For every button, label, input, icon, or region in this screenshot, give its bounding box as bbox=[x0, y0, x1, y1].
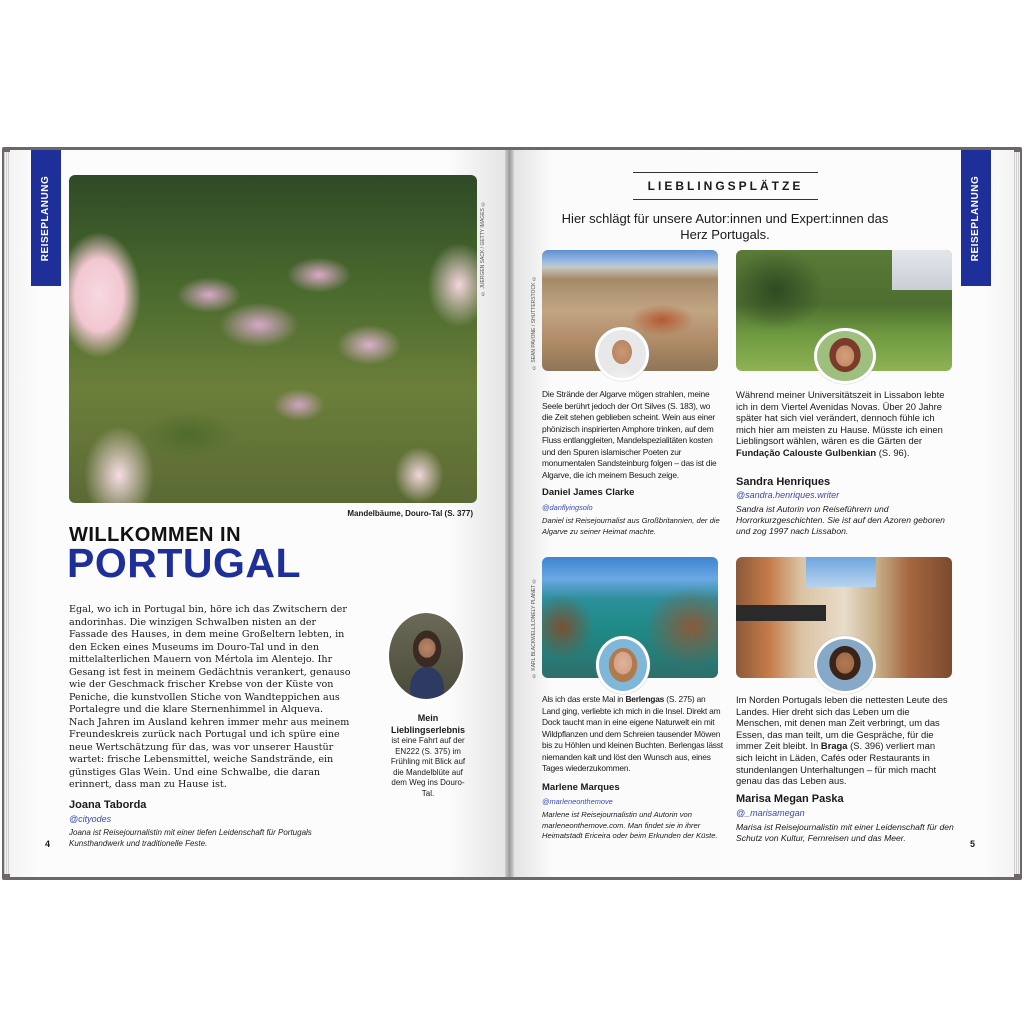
daniel-text: Die Strände der Algarve mögen strahlen, meine Seele berührt jedoch der Ort Silves (S. 183), wo die Zeit stehen geblieben scheint. Wein aus einer phönizisch inspirierten Amphore trinken, auf dem Fluss entlanggleiten, Mandelspezialitäten kosten und den Spuren islamischer Poeten zur monumentalen Sandsteinburg folgen – das ist die Algarve, die ich meinem Besuch zeige. bbox=[542, 389, 717, 480]
headline-small: WILLKOMMEN IN bbox=[69, 524, 242, 546]
favorite-text: ist eine Fahrt auf der EN222 (S. 375) im Frühling mit Blick auf die Mandelblüte auf dem Weg ins Douro-Tal. bbox=[390, 736, 466, 798]
marlene-place: Berlengas bbox=[625, 694, 665, 704]
intro-paragraph-1: Egal, wo ich in Portugal bin, höre ich das Zwitschern der andorinhas. Die winzigen Schwalben nisten an der Fassade des Hauses, in dem meine Großeltern lebten, in den Ecken eines Museums im Douro-Tal und in den mittelalterlichen Mauern von Mértola im Alentejo. Ihr Gesang ist fest in meinem Gedächtnis verankert, genauso wie der Geschmack frischer Krebse von der Küste von Peniche, die kunstvollen Stiche von Wandteppichen aus Portalegre und die klare Sternenhimmel in Alqueva. bbox=[69, 604, 351, 715]
side-tab-label: REISEPLANUNG bbox=[970, 175, 982, 261]
portrait-daniel bbox=[595, 327, 649, 381]
favorite-experience bbox=[386, 713, 470, 799]
sandra-bio: Sandra ist Autorin von Reiseführern und Horrorkurzgeschichten. Sie ist auf den Azoren geboren und zog 1997 nach Lissabon. bbox=[736, 504, 945, 536]
author-portrait bbox=[387, 611, 465, 701]
portrait-sandra bbox=[814, 328, 876, 384]
author-bio: Joana ist Reisejournalistin mit einer tiefen Leidenschaft für Portugals Kunsthandwerk und traditionelle Feste. bbox=[69, 828, 312, 848]
hero-photo-almond-trees bbox=[69, 175, 477, 503]
side-tab-right bbox=[961, 150, 991, 286]
page-number-left: 4 bbox=[45, 839, 51, 849]
marlene-bio: Marlene ist Reisejournalistin und Autorin von marleneonthemove.com. Man findet sie in ihrer Heimatstadt Ericeira oder beim Erkunden der Küste. bbox=[542, 810, 718, 840]
marisa-text: Im Norden Portugals leben die nettesten Leute des Landes. Hier dreht sich das Leben um die Menschen, mit denen man Zeit verbringt, um das Essen, das man teilt, um die Gespräche, für die immer Zeit bleibt. In Braga (S. 396) verliert man sich leicht in Läden, Cafés oder Restaurants in stundenlangen Unterhaltungen – für mich macht genau das das Leben aus. bbox=[736, 694, 948, 787]
sandra-place: Fundação Calouste Gulbenkian bbox=[736, 446, 877, 458]
marlene-handle: @marleneonthemove bbox=[542, 797, 613, 806]
book-spine bbox=[505, 150, 514, 877]
section-subtitle: Hier schlägt für unsere Autor:innen und Expert:innen das Herz Portugals. bbox=[561, 211, 889, 242]
side-tab-left bbox=[31, 150, 61, 286]
sandra-name: Sandra Henriques bbox=[736, 476, 831, 488]
marisa-handle: @_marisamegan bbox=[736, 808, 805, 818]
marlene-name: Marlene Marques bbox=[542, 782, 620, 793]
author-handle: @cityodes bbox=[69, 814, 112, 824]
favorite-heading: Mein Lieblingserlebnis bbox=[390, 713, 466, 735]
daniel-bio: Daniel ist Reisejournalist aus Großbritannien, der die Algarve zu seiner Heimat machte. bbox=[542, 516, 720, 536]
headline-big: PORTUGAL bbox=[67, 540, 302, 586]
photo-credit: © JUERGEN SACK / GETTY IMAGES © bbox=[480, 200, 486, 296]
daniel-name: Daniel James Clarke bbox=[542, 487, 635, 498]
side-tab-label: REISEPLANUNG bbox=[40, 175, 52, 261]
marisa-bio: Marisa ist Reisejournalistin mit einer Leidenschaft für den Schutz von Kultur, Fernreisen und das Meer. bbox=[736, 822, 954, 843]
sandra-text: Während meiner Universitätszeit in Lissabon lebte ich in dem Viertel Avenidas Novas. Über 20 Jahre später hat sich viel verändert, dennoch fühle ich mich hier am meisten zu Hause. Müsste ich einen Lieblingsort wählen, wären es die Gärten der Fundação Calouste Gulbenkian (S. 96). bbox=[736, 389, 945, 458]
marlene-text: Als ich das erste Mal in Berlengas (S. 275) an Land ging, verliebte ich mich in die Insel. Direkt am Dock taucht man in eine eigene Naturwelt ein mit Wildpflanzen und dem Schreien tausender Möwen bis zu Höhlen und kleinen Buchten. Berlengas lässt niemanden kalt und löst den Wunsch aus, eines Tages wiederzukommen. bbox=[542, 694, 723, 773]
photo-credit: © KARL BLACKWELL/LONELY PLANET © bbox=[531, 577, 537, 678]
marisa-place: Braga bbox=[820, 740, 848, 752]
author-name: Joana Taborda bbox=[69, 799, 147, 811]
intro-paragraph-2: Nach Jahren im Ausland kehren immer mehr aus meinem Freundeskreis zurück nach Portugal und ich spüre eine neue Wertschätzung für das, was vor unserer Haustür wartet: frische Lebensmittel, weiche Sandstrände, ein günstiges Glas Wein. Und eine Schwalbe, die daran erinnert, dass man zu Hause ist. bbox=[69, 716, 350, 790]
page-number-right: 5 bbox=[970, 839, 976, 849]
hero-caption: Mandelbäume, Douro-Tal (S. 377) bbox=[347, 509, 473, 518]
page-edges-right bbox=[1014, 152, 1020, 874]
intro-text bbox=[69, 604, 357, 792]
section-title: LIEBLINGSPLÄTZE bbox=[633, 172, 818, 200]
photo-credit: © SEAN PAVONE / SHUTTERSTOCK © bbox=[531, 275, 537, 370]
daniel-handle: @danflyingsolo bbox=[542, 503, 593, 512]
marisa-name: Marisa Megan Paska bbox=[736, 793, 844, 805]
sandra-handle: @sandra.henriques.writer bbox=[736, 490, 840, 500]
portrait-marlene bbox=[596, 636, 650, 694]
portrait-marisa bbox=[814, 636, 876, 694]
